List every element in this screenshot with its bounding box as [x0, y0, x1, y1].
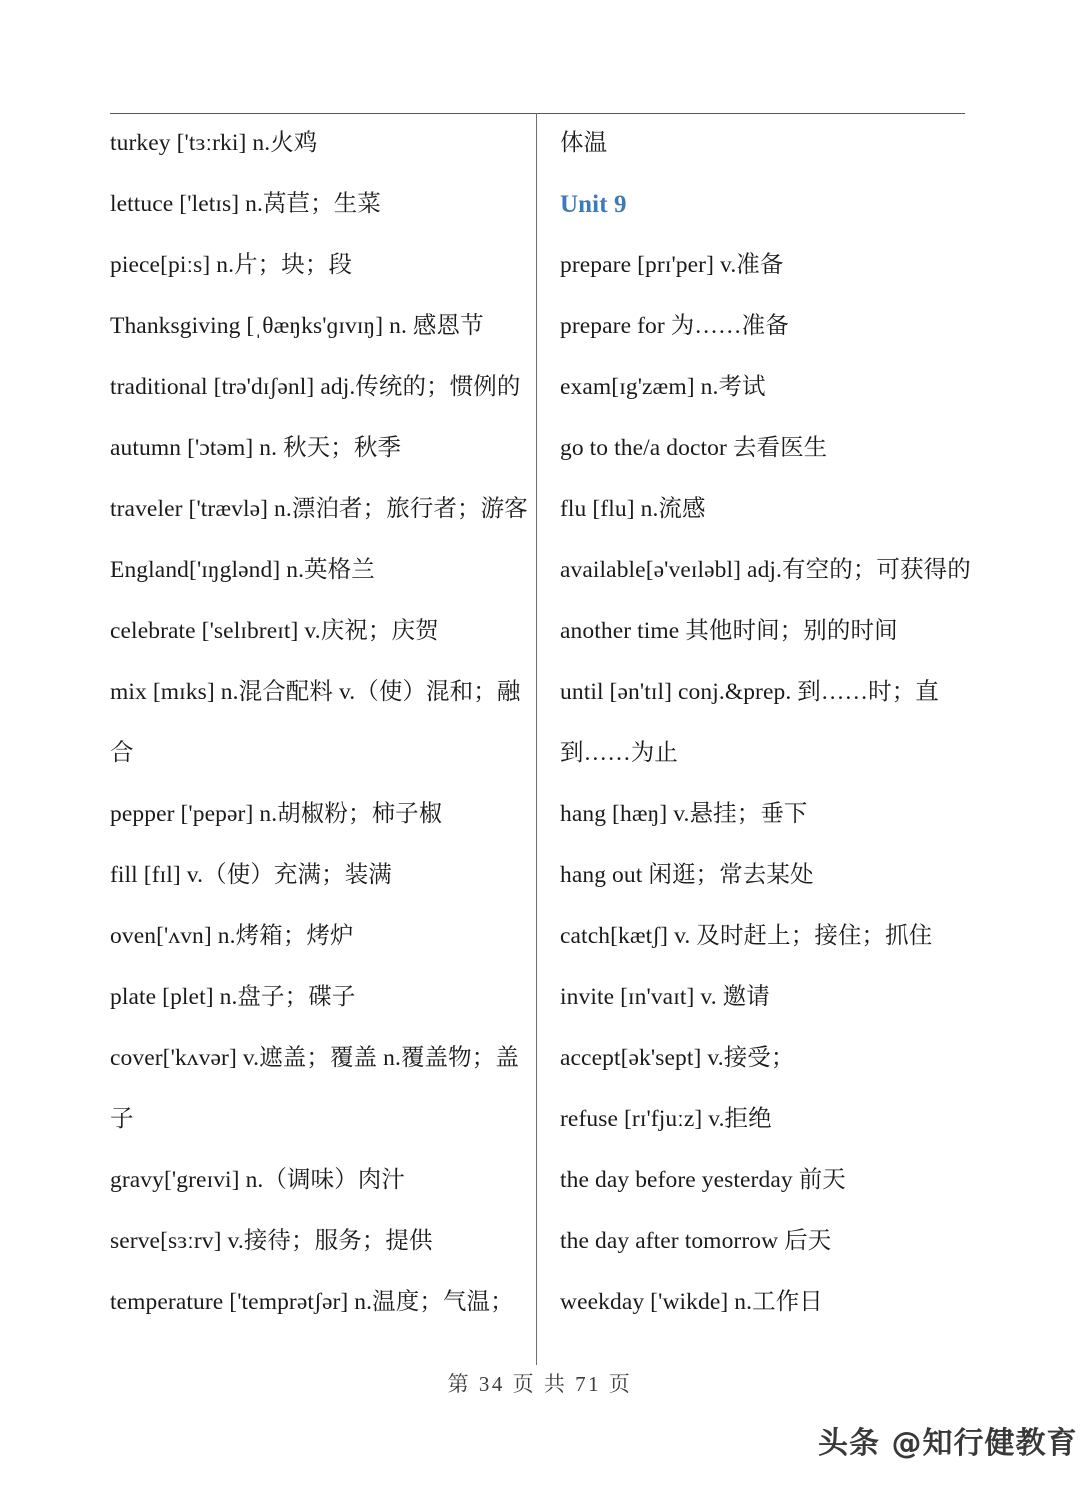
unit-heading: Unit 9 — [560, 191, 627, 218]
right_column-entry: refuse [rɪ'fjuːz] v.拒绝 — [560, 1105, 772, 1132]
right_column-entry: another time 其他时间；别的时间 — [560, 617, 898, 644]
left_column-entry: oven['ʌvn] n.烤箱；烤炉 — [110, 922, 354, 949]
left_column-entry: mix [mɪks] n.混合配料 v.（使）混和；融 — [110, 678, 521, 705]
left_column-entry: cover['kʌvər] v.遮盖；覆盖 n.覆盖物；盖 — [110, 1044, 519, 1071]
left_column-entry: fill [fɪl] v.（使）充满；装满 — [110, 861, 392, 888]
left_column-entry: lettuce ['letɪs] n.莴苣；生菜 — [110, 190, 381, 217]
right-column — [560, 113, 980, 1333]
left_column-entry: pepper ['pepər] n.胡椒粉；柿子椒 — [110, 800, 443, 827]
left-column — [110, 113, 528, 1333]
right_column-entry: 到……为止 — [560, 739, 678, 766]
left_column-entry: 子 — [110, 1105, 134, 1132]
right_column-entry: 体温 — [560, 129, 608, 156]
right_column-entry: available[ə'veɪləbl] adj.有空的；可获得的 — [560, 556, 971, 583]
left_column-entry: traditional [trə'dɪʃənl] adj.传统的；惯例的 — [110, 373, 521, 400]
left_column-entry: temperature ['temprətʃər] n.温度；气温； — [110, 1288, 514, 1315]
left_column-entry: piece[piːs] n.片；块；段 — [110, 251, 353, 278]
left_column-entry: gravy['greɪvi] n.（调味）肉汁 — [110, 1166, 406, 1193]
right_column-entry: accept[ək'sept] v.接受； — [560, 1044, 795, 1071]
left_column-entry: Thanksgiving [ˌθæŋks'ɡɪvɪŋ] n. 感恩节 — [110, 312, 484, 339]
right_column-entry: the day after tomorrow 后天 — [560, 1227, 832, 1254]
right_column-entry: invite [ɪn'vaɪt] v. 邀请 — [560, 983, 770, 1010]
column-divider — [536, 113, 537, 1365]
left_column-entry: traveler ['trævlə] n.漂泊者；旅行者；游客 — [110, 495, 528, 522]
left_column-entry: plate [plet] n.盘子；碟子 — [110, 983, 356, 1010]
right_column-entry: until [ən'tɪl] conj.&prep. 到……时；直 — [560, 678, 939, 705]
left_column-entry: England['ɪŋglənd] n.英格兰 — [110, 556, 375, 583]
right_column-entry: go to the/a doctor 去看医生 — [560, 434, 828, 461]
right_column-entry: prepare for 为……准备 — [560, 312, 789, 339]
left_column-entry: serve[sɜːrv] v.接待；服务；提供 — [110, 1227, 433, 1254]
page-footer: 第 34 页 共 71 页 — [447, 1372, 633, 1396]
right_column-entry: hang out 闲逛；常去某处 — [560, 861, 814, 888]
right_column-entry: the day before yesterday 前天 — [560, 1166, 846, 1193]
left_column-entry: autumn ['ɔtəm] n. 秋天；秋季 — [110, 434, 402, 461]
right_column-entry: catch[kætʃ] v. 及时赶上；接住；抓住 — [560, 922, 933, 949]
right_column-entry: exam[ɪg'zæm] n.考试 — [560, 373, 766, 400]
right_column-entry: weekday ['wikde] n.工作日 — [560, 1288, 823, 1315]
right_column-entry: hang [hæŋ] v.悬挂；垂下 — [560, 800, 808, 827]
watermark: 头条 @知行健教育 — [818, 1426, 1078, 1461]
right_column-entry: prepare [prɪ'per] v.准备 — [560, 251, 784, 278]
left_column-entry: celebrate ['selɪbreɪt] v.庆祝；庆贺 — [110, 617, 439, 644]
left_column-entry: turkey ['tɜːrki] n.火鸡 — [110, 129, 318, 156]
right_column-entry: flu [flu] n.流感 — [560, 495, 706, 522]
left_column-entry: 合 — [110, 739, 134, 766]
